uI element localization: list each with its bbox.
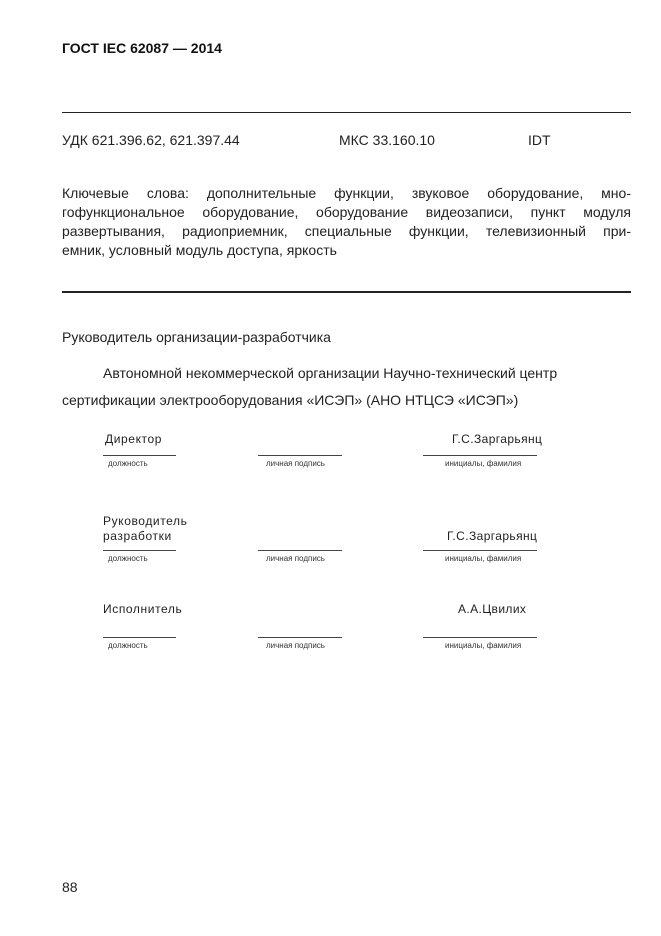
- signature-caption: личная подпись: [266, 641, 325, 650]
- signatory-title: Руководитель: [103, 514, 188, 528]
- initials-signature-line: [423, 550, 537, 551]
- initials-caption: инициалы, фамилия: [445, 641, 522, 650]
- signatory-name: А.А.Цвилих: [458, 602, 527, 616]
- page-number: 88: [62, 879, 78, 895]
- developer-head-label: Руководитель организации-разработчика: [62, 329, 331, 345]
- signatory-name: Г.С.Заргарьянц: [447, 529, 538, 543]
- keywords-line: Ключевые слова: дополнительные функции, звуковое оборудование, мно-: [62, 185, 631, 201]
- position-signature-line: [103, 455, 176, 456]
- position-caption: должность: [108, 459, 148, 468]
- document-header: ГОСТ IEC 62087 — 2014: [62, 40, 222, 56]
- position-signature-line: [103, 637, 176, 638]
- personal-signature-line: [258, 550, 342, 551]
- organization-line-2: сертификации электрооборудования «ИСЭП» (АНО НТЦСЭ «ИСЭП»): [62, 392, 519, 408]
- mks-code: МКС 33.160.10: [339, 132, 435, 148]
- keywords-line: гофункциональное оборудование, оборудование видеозаписи, пункт модуля: [62, 204, 631, 220]
- top-divider: [62, 112, 631, 113]
- personal-signature-line: [258, 455, 342, 456]
- initials-caption: инициалы, фамилия: [445, 554, 522, 563]
- initials-signature-line: [423, 455, 537, 456]
- organization-line-1: Автономной некоммерческой организации Научно-технический центр: [103, 365, 558, 381]
- idt-code: IDT: [528, 132, 551, 148]
- signatory-title: разработки: [103, 529, 172, 543]
- keywords-paragraph: [62, 184, 631, 260]
- position-caption: должность: [108, 554, 148, 563]
- bottom-divider: [62, 291, 631, 293]
- signatory-title: Директор: [105, 432, 163, 446]
- signature-caption: личная подпись: [266, 554, 325, 563]
- position-signature-line: [103, 550, 176, 551]
- keywords-line: емник, условный модуль доступа, яркость: [62, 242, 337, 258]
- position-caption: должность: [108, 641, 148, 650]
- initials-caption: инициалы, фамилия: [445, 459, 522, 468]
- signature-caption: личная подпись: [266, 459, 325, 468]
- initials-signature-line: [423, 637, 537, 638]
- keywords-line: развертывания, радиоприемник, специальные функции, телевизионный при-: [62, 223, 631, 239]
- signatory-name: Г.С.Заргарьянц: [452, 432, 543, 446]
- personal-signature-line: [258, 637, 342, 638]
- udk-code: УДК 621.396.62, 621.397.44: [62, 132, 240, 148]
- signatory-title: Исполнитель: [103, 602, 183, 616]
